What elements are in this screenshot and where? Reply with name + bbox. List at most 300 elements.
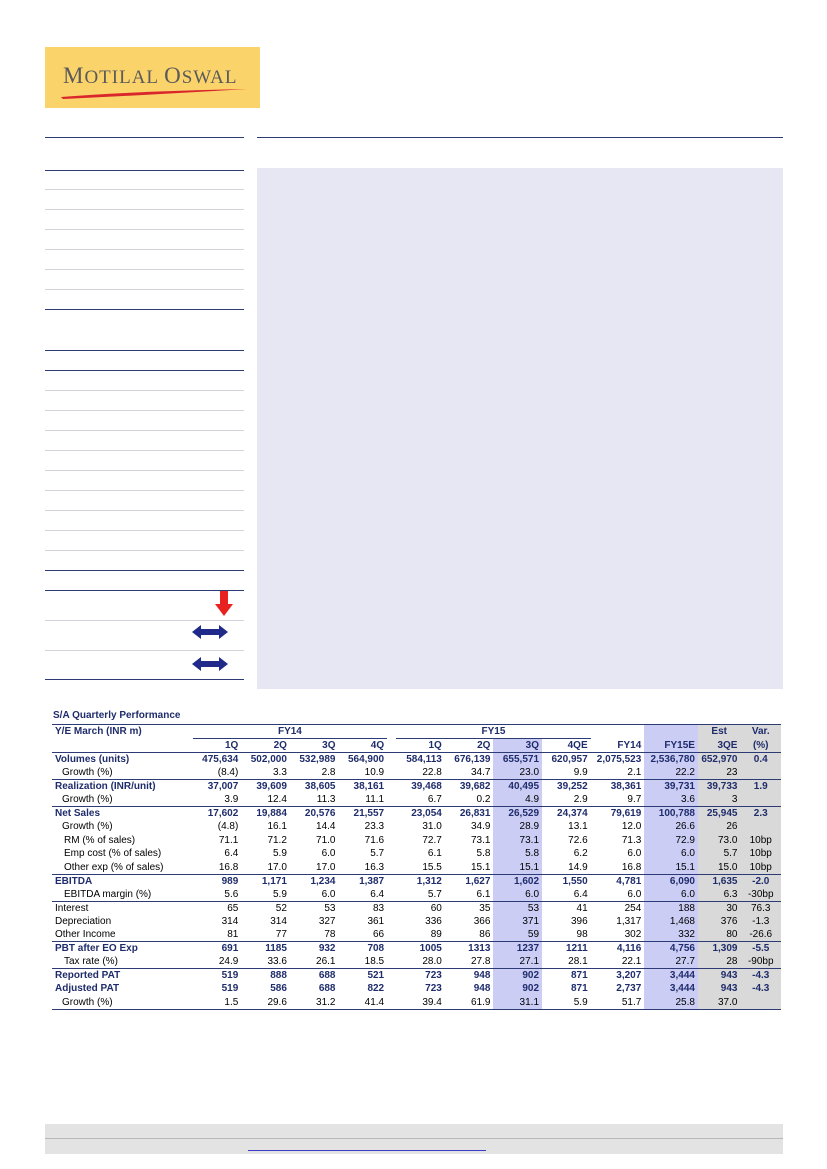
table-row	[52, 793, 781, 807]
table-cell: 532,989	[299, 754, 336, 765]
table-cell: 71.3	[621, 834, 642, 846]
table-cell: 5.9	[273, 888, 287, 900]
table-cell: 24.9	[218, 956, 239, 967]
left-section-rule	[45, 309, 244, 310]
row-label: Other exp (% of sales)	[64, 861, 164, 873]
row-label: Depreciation	[55, 915, 112, 927]
table-cell: 28.9	[493, 820, 542, 834]
table-cell: 15.0	[698, 861, 741, 875]
table-cell: 79,619	[591, 807, 645, 821]
row-label: Growth (%)	[62, 767, 113, 778]
table-cell: 519	[193, 969, 242, 983]
left-divider	[45, 410, 244, 411]
table-cell: 376	[698, 915, 741, 929]
table-cell: 871	[542, 969, 591, 983]
table-row	[52, 915, 781, 929]
table-cell: 25,945	[698, 807, 741, 821]
left-divider	[45, 470, 244, 471]
table-cell: 6,090	[644, 874, 698, 888]
table-row	[52, 901, 781, 915]
table-cell: 28	[698, 955, 741, 969]
table-row	[52, 928, 781, 942]
table-cell: 14.4	[316, 821, 336, 833]
row-label: EBITDA margin (%)	[64, 888, 152, 900]
column-gap	[387, 820, 396, 834]
table-cell: 73.1	[493, 834, 542, 848]
table-cell: 27.7	[644, 955, 698, 969]
table-cell: 27.8	[470, 956, 491, 967]
down-arrow-icon	[215, 591, 233, 617]
table-cell: 4,756	[644, 942, 698, 956]
table-cell: 691	[193, 942, 242, 956]
table-cell: 16.3	[364, 861, 385, 873]
table-cell	[740, 820, 781, 834]
table-cell: 76.3	[740, 901, 781, 915]
col-header: 4QE	[542, 739, 591, 753]
table-cell: 2,075,523	[596, 754, 642, 765]
table-cell: (8.4)	[217, 767, 239, 778]
table-cell: -30bp	[740, 888, 781, 902]
table-cell: 71.1	[218, 834, 239, 846]
table-cell: 15.1	[644, 861, 698, 875]
table-cell: 0.2	[476, 794, 491, 805]
table-cell: 73.1	[470, 834, 491, 846]
table-cell: 86	[479, 929, 491, 940]
table-cell: 564,900	[347, 754, 385, 765]
table-cell: 366	[473, 915, 491, 927]
table-cell: 37.0	[698, 996, 741, 1010]
table-cell: 23.3	[364, 821, 385, 833]
table-cell: 3,444	[644, 982, 698, 996]
table-cell: 51.7	[591, 996, 645, 1010]
column-gap	[387, 766, 396, 780]
left-divider	[45, 269, 244, 270]
col-header: 1Q	[193, 739, 242, 753]
table-cell: 584,113	[406, 754, 442, 765]
row-label: EBITDA	[52, 874, 193, 888]
table-cell: 6.0	[321, 848, 336, 860]
table-title: S/A Quarterly Performance	[53, 710, 181, 721]
table-cell: 28.1	[568, 956, 588, 967]
table-cell: 1,234	[290, 874, 339, 888]
table-cell: 16.8	[621, 861, 642, 873]
table-cell: 327	[318, 915, 336, 927]
table-cell: 3.9	[224, 794, 239, 805]
table-cell: 100,788	[644, 807, 698, 821]
table-cell: 10bp	[740, 834, 781, 848]
column-gap	[387, 928, 396, 942]
table-cell: 71.2	[267, 834, 287, 846]
table-cell: 33.6	[267, 956, 287, 967]
table-row	[52, 996, 781, 1010]
column-gap	[387, 753, 396, 767]
table-cell: 688	[318, 983, 336, 995]
table-cell: 1005	[396, 942, 445, 956]
table-cell: 26	[698, 820, 741, 834]
column-gap	[387, 780, 396, 794]
table-cell: (4.8)	[217, 821, 239, 833]
footer-link-underline[interactable]	[248, 1150, 486, 1151]
table-cell: 314	[221, 915, 239, 927]
left-divider	[45, 490, 244, 491]
table-cell: 26.6	[644, 820, 698, 834]
table-row	[52, 861, 781, 875]
table-cell: 31.1	[493, 996, 542, 1010]
table-cell: 98	[576, 929, 588, 940]
table-cell: 4,781	[591, 874, 645, 888]
row-label: Interest	[52, 901, 193, 915]
table-cell: -26.6	[740, 928, 781, 942]
table-cell: 676,139	[454, 754, 491, 765]
row-label: RM (% of sales)	[64, 834, 136, 846]
left-section-rule	[45, 370, 244, 371]
table-cell: 6.2	[573, 848, 588, 860]
table-cell: 78	[324, 929, 336, 940]
table-cell: 28.0	[422, 956, 442, 967]
left-divider	[45, 249, 244, 250]
summary-panel	[257, 168, 783, 689]
table-row	[52, 780, 781, 794]
table-cell: 708	[339, 942, 388, 956]
row-label: Growth (%)	[62, 821, 113, 833]
table-cell: 12.0	[621, 821, 642, 833]
table-cell: 17.0	[267, 861, 287, 873]
table-cell: 1211	[542, 942, 591, 956]
table-cell: 723	[396, 969, 445, 983]
table-cell: 17.0	[316, 861, 336, 873]
table-cell: 22.8	[422, 767, 442, 778]
table-cell: 5.9	[542, 996, 591, 1010]
table-cell: 17,602	[193, 807, 242, 821]
table-cell: 1,312	[396, 874, 445, 888]
table-cell: 89	[430, 929, 442, 940]
table-cell: 53	[493, 901, 542, 915]
left-right-arrow-icon	[192, 624, 228, 640]
table-cell: 502,000	[250, 754, 287, 765]
table-cell: 723	[425, 983, 442, 995]
table-cell: -4.3	[740, 969, 781, 983]
column-gap	[387, 847, 396, 861]
table-cell: 336	[425, 915, 442, 927]
table-cell: 40,495	[493, 780, 542, 794]
table-cell: 254	[591, 901, 645, 915]
col-header: 2Q	[241, 739, 290, 753]
table-cell: -1.3	[740, 915, 781, 929]
row-label: PBT after EO Exp	[52, 942, 193, 956]
table-cell: 59	[493, 928, 542, 942]
table-cell: 23	[698, 766, 741, 780]
column-gap	[387, 888, 396, 902]
table-cell: 1237	[493, 942, 542, 956]
table-cell: 71.0	[316, 834, 336, 846]
table-cell: 27.1	[493, 955, 542, 969]
table-row	[52, 834, 781, 848]
left-subheader-rule	[45, 170, 244, 171]
table-cell: 1,468	[644, 915, 698, 929]
column-gap	[387, 793, 396, 807]
column-gap	[387, 874, 396, 888]
column-gap	[387, 807, 396, 821]
left-divider	[45, 430, 244, 431]
quarterly-performance-table	[52, 724, 781, 1010]
table-cell: 26.1	[316, 956, 336, 967]
table-cell: 1,602	[493, 874, 542, 888]
table-cell: 0.4	[740, 753, 781, 767]
left-divider	[45, 530, 244, 531]
table-cell: 5.7	[698, 847, 741, 861]
table-cell: 16.1	[267, 821, 287, 833]
col-header: 3Q	[493, 739, 542, 753]
table-cell: 361	[367, 915, 385, 927]
table-cell: 21,557	[339, 807, 388, 821]
table-cell: 65	[193, 901, 242, 915]
table-cell: 34.9	[470, 821, 491, 833]
table-cell: 1.9	[740, 780, 781, 794]
table-row	[52, 874, 781, 888]
table-cell: 5.9	[273, 848, 287, 860]
column-gap	[387, 969, 396, 983]
table-cell: 932	[290, 942, 339, 956]
left-divider	[45, 289, 244, 290]
table-cell: 4.9	[493, 793, 542, 807]
table-cell: 688	[290, 969, 339, 983]
table-cell: 38,605	[290, 780, 339, 794]
table-cell: 11.3	[316, 794, 336, 805]
table-cell: 188	[644, 901, 698, 915]
table-cell: 3,207	[591, 969, 645, 983]
table-cell: 1,387	[339, 874, 388, 888]
table-cell: 77	[275, 929, 287, 940]
table-cell: 6.4	[224, 848, 239, 860]
left-divider	[45, 209, 244, 210]
left-section-rule	[45, 679, 244, 680]
column-gap	[387, 996, 396, 1010]
row-label: Reported PAT	[52, 969, 193, 983]
table-cell: 13.1	[568, 821, 588, 833]
table-cell: 41	[542, 901, 591, 915]
table-cell: 396	[570, 915, 588, 927]
table-cell: 1,635	[698, 874, 741, 888]
table-cell: 72.7	[422, 834, 442, 846]
table-cell: 371	[493, 915, 542, 929]
table-cell: 2.8	[321, 767, 336, 778]
table-cell: 26,529	[493, 807, 542, 821]
table-cell: 25.8	[644, 996, 698, 1010]
table-cell: 5.6	[224, 888, 239, 900]
column-gap	[387, 942, 396, 956]
left-divider	[45, 450, 244, 451]
table-cell: 3	[698, 793, 741, 807]
table-cell: 652,970	[698, 753, 741, 767]
table-cell: 18.5	[364, 956, 385, 967]
table-cell: 943	[698, 969, 741, 983]
table-cell: -5.5	[740, 942, 781, 956]
table-cell: 12.4	[267, 794, 287, 805]
table-cell: 35	[445, 901, 494, 915]
column-gap	[387, 982, 396, 996]
table-cell: 1,309	[698, 942, 741, 956]
table-cell: 73.0	[698, 834, 741, 848]
table-cell: 38,161	[339, 780, 388, 794]
table-cell: 475,634	[202, 754, 239, 765]
table-cell: 989	[193, 874, 242, 888]
table-cell: 15.5	[422, 861, 442, 873]
table-cell: 26,831	[445, 807, 494, 821]
table-row	[52, 847, 781, 861]
table-row	[52, 888, 781, 902]
table-cell: 38,361	[591, 780, 645, 794]
table-cell: 902	[493, 982, 542, 996]
table-cell: 10bp	[740, 861, 781, 875]
logo-text: MOTILAL OSWAL	[63, 63, 238, 88]
table-cell: 6.3	[698, 888, 741, 902]
table-cell: 519	[221, 983, 239, 995]
table-cell: 2.3	[740, 807, 781, 821]
table-cell: -90bp	[740, 955, 781, 969]
col-header: (%)	[740, 739, 781, 753]
table-cell: 5.8	[493, 847, 542, 861]
table-cell: 888	[241, 969, 290, 983]
table-cell: 302	[624, 929, 642, 940]
table-header-row	[52, 725, 781, 739]
table-cell: 22.2	[644, 766, 698, 780]
table-cell: 61.9	[445, 996, 494, 1010]
table-cell: 31.2	[290, 996, 339, 1010]
est-header: Est	[698, 725, 741, 739]
table-cell: 586	[270, 983, 287, 995]
table-cell: 9.9	[573, 767, 588, 778]
table-cell: 6.0	[627, 848, 642, 860]
table-cell: 3,444	[644, 969, 698, 983]
table-cell	[740, 793, 781, 807]
left-header-rule	[45, 137, 244, 138]
table-subheader-row	[52, 739, 781, 753]
right-header-rule	[257, 137, 783, 138]
table-cell: 4,116	[591, 942, 645, 956]
table-cell: 16.8	[218, 861, 239, 873]
table-cell: 31.0	[422, 821, 442, 833]
table-cell: 24,374	[542, 807, 591, 821]
table-cell: 15.1	[470, 861, 491, 873]
col-header: FY14	[591, 739, 645, 753]
table-cell: 20,576	[290, 807, 339, 821]
table-cell: 15.1	[493, 861, 542, 875]
table-cell: 1,317	[616, 915, 642, 927]
left-section-rule	[45, 570, 244, 571]
table-cell: 1313	[445, 942, 494, 956]
table-cell: 19,884	[241, 807, 290, 821]
table-cell: 2.9	[573, 794, 588, 805]
footer-divider	[45, 1138, 783, 1139]
left-section-rule	[45, 350, 244, 351]
table-cell: 10bp	[740, 847, 781, 861]
table-row	[52, 753, 781, 767]
table-cell: 655,571	[493, 753, 542, 767]
table-cell: 81	[227, 929, 239, 940]
table-cell: 2,536,780	[644, 753, 698, 767]
left-divider	[45, 510, 244, 511]
row-label-header: Y/E March (INR m)	[52, 725, 193, 739]
table-cell: 71.6	[364, 834, 385, 846]
table-cell: 23,054	[396, 807, 445, 821]
left-divider	[45, 229, 244, 230]
table-cell: 6.0	[644, 847, 698, 861]
table-cell: 5.8	[476, 848, 491, 860]
table-cell: 6.7	[427, 794, 442, 805]
table-cell: 948	[445, 969, 494, 983]
column-gap	[387, 861, 396, 875]
table-cell: 83	[339, 901, 388, 915]
table-row	[52, 807, 781, 821]
table-cell: 1185	[241, 942, 290, 956]
table-row	[52, 942, 781, 956]
row-label: Adjusted PAT	[55, 983, 120, 995]
table-cell: 332	[644, 928, 698, 942]
table-row	[52, 982, 781, 996]
table-cell: 66	[373, 929, 385, 940]
col-header: 3Q	[290, 739, 339, 753]
table-cell: 6.0	[321, 888, 336, 900]
logo-swoosh-icon	[59, 87, 249, 101]
table-row	[52, 766, 781, 780]
table-cell: 39,252	[542, 780, 591, 794]
row-label: Growth (%)	[52, 996, 193, 1010]
row-label: Tax rate (%)	[64, 956, 118, 967]
row-label: Volumes (units)	[55, 754, 130, 765]
table-cell: 521	[339, 969, 388, 983]
table-cell: 60	[396, 901, 445, 915]
table-cell: 14.9	[568, 861, 588, 873]
table-cell: 72.6	[568, 834, 588, 846]
table-cell: 39,731	[644, 780, 698, 794]
table-cell: 80	[698, 928, 741, 942]
fy14-header: FY14	[193, 725, 387, 739]
table-cell: 6.4	[370, 888, 385, 900]
col-header: 1Q	[396, 739, 445, 753]
table-cell: 6.0	[627, 888, 642, 900]
left-right-arrow-icon	[192, 656, 228, 672]
table-cell: 2.1	[627, 767, 642, 778]
table-cell: 1,627	[445, 874, 494, 888]
left-divider	[45, 550, 244, 551]
table-cell: 10.9	[364, 767, 385, 778]
column-gap	[387, 915, 396, 929]
table-cell: 39,733	[698, 780, 741, 794]
table-cell: 53	[290, 901, 339, 915]
left-divider	[45, 189, 244, 190]
company-logo	[45, 47, 260, 108]
table-cell: 72.9	[644, 834, 698, 848]
table-cell: 6.4	[573, 888, 588, 900]
table-cell: 23.0	[493, 766, 542, 780]
table-cell: 1,171	[241, 874, 290, 888]
table-cell: 30	[698, 901, 741, 915]
table-cell	[740, 996, 781, 1010]
table-cell: 5.7	[370, 848, 385, 860]
table-cell: 943	[698, 982, 741, 996]
table-cell	[740, 766, 781, 780]
table-cell: 1,550	[542, 874, 591, 888]
table-cell: 3.6	[644, 793, 698, 807]
table-row	[52, 820, 781, 834]
table-cell: -2.0	[740, 874, 781, 888]
table-cell: 1.5	[193, 996, 242, 1010]
row-label: Emp cost (% of sales)	[64, 848, 162, 860]
table-cell: 948	[473, 983, 491, 995]
table-cell: 5.7	[427, 888, 442, 900]
column-gap	[387, 834, 396, 848]
table-cell: 6.0	[493, 888, 542, 902]
